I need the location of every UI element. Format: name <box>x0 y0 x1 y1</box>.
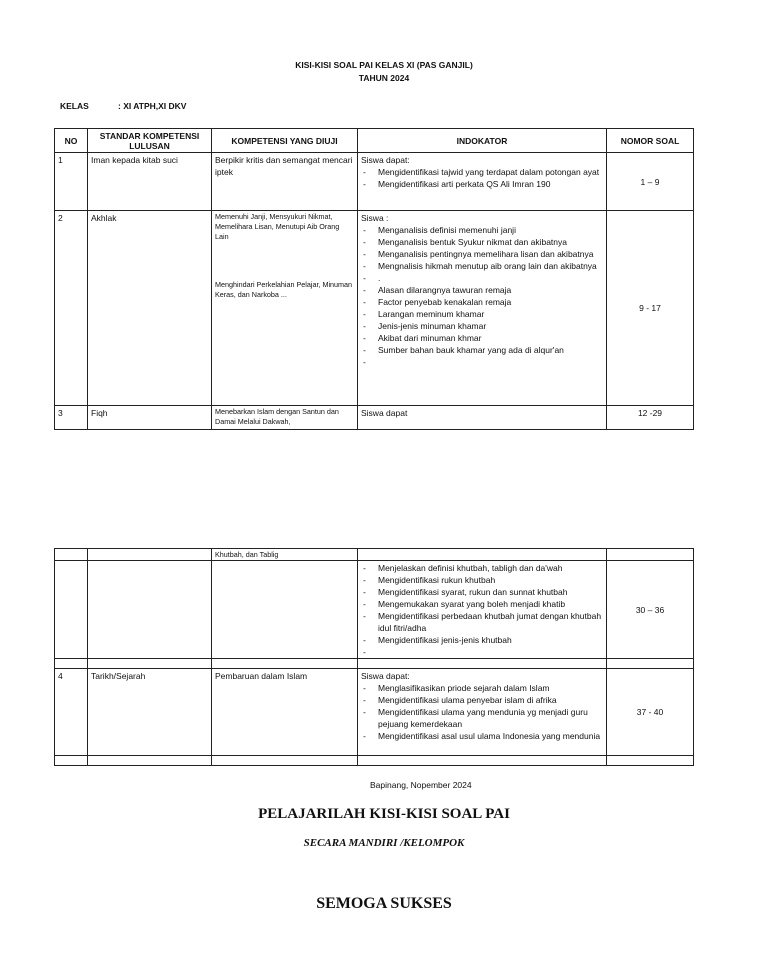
kompetensi-part-1: Memenuhi Janji, Mensyukuri Nikmat, Memelihara Lisan, Menutupi Aib Orang Lain <box>215 212 340 241</box>
row-no: 1 <box>55 153 88 211</box>
row-skl: Tarikh/Sejarah <box>88 669 212 756</box>
row-nomor-soal: 12 -29 <box>607 406 694 430</box>
row-nomor-soal: 30 – 36 <box>607 561 694 659</box>
list-item: - Akibat dari minuman khmar <box>361 332 603 344</box>
table-row <box>55 756 694 766</box>
list-item: - Menglasifikasikan priode sejarah dalam Islam <box>361 682 603 694</box>
row-indikator <box>358 153 607 211</box>
list-item: - Menganalisis pentingnya memelihara lisan dan akibatnya <box>361 248 603 260</box>
row-kompetensi: Berpikir kritis dan semangat mencari iptek <box>212 153 358 211</box>
document-title: KISI-KISI SOAL PAI KELAS XI (PAS GANJIL) <box>295 60 473 70</box>
header-no: NO <box>55 129 88 153</box>
list-item: - . <box>361 272 603 284</box>
table-row <box>55 549 694 561</box>
table-header-row <box>55 129 694 153</box>
list-item: - Mengidentifikasi arti perkata QS Ali Imran 190 <box>361 178 603 190</box>
indikator-list <box>361 562 603 646</box>
kisi-kisi-table-continued <box>54 548 694 766</box>
list-item: - Mengidentifikasi asal usul ulama Indonesia yang mendunia <box>361 730 603 742</box>
row-nomor-soal: 37 - 40 <box>607 669 694 756</box>
list-item: - Mengidentifikasi tajwid yang terdapat dalam potongan ayat <box>361 166 603 178</box>
row-nomor-soal: 1 – 9 <box>607 153 694 211</box>
table-row <box>55 561 694 659</box>
row-kompetensi <box>212 211 358 406</box>
kelas-label: KELAS <box>60 101 89 111</box>
indikator-list <box>361 166 603 190</box>
document-year: TAHUN 2024 <box>358 73 410 83</box>
list-item: - Alasan dilarangnya tawuran remaja <box>361 284 603 296</box>
kelas-value: : XI ATPH,XI DKV <box>118 101 187 111</box>
footer-heading: PELAJARILAH KISI-KISI SOAL PAI <box>258 806 510 822</box>
list-item: - Menjelaskan definisi khutbah, tabligh dan da'wah <box>361 562 603 574</box>
indikator-intro: Siswa dapat: <box>361 671 410 681</box>
row-indikator: Siswa dapat <box>358 406 607 430</box>
list-item: - Sumber bahan bauk khamar yang ada di alqur'an <box>361 344 603 356</box>
row-indikator <box>358 561 607 659</box>
list-item: - Menganalisis definisi memenuhi janji <box>361 224 603 236</box>
list-item: - Mengidentifikasi perbedaan khutbah jumat dengan khutbah idul fitri/adha <box>361 610 603 634</box>
kompetensi-part-2: Menghindari Perkelahian Pelajar, Minuman Keras, dan Narkoba ... <box>215 280 353 299</box>
indikator-intro: Siswa dapat: <box>361 155 410 165</box>
list-item: - Mengidentifikasi rukun khutbah <box>361 574 603 586</box>
list-item: - Mengnalisis hikmah menutup aib orang lain dan akibatnya <box>361 260 603 272</box>
row-skl: Akhlak <box>88 211 212 406</box>
list-item: - Mengidentifikasi syarat, rukun dan sunnat khutbah <box>361 586 603 598</box>
row-no: 2 <box>55 211 88 406</box>
row-nomor-soal: 9 - 17 <box>607 211 694 406</box>
list-item: - Menganalisis bentuk Syukur nikmat dan akibatnya <box>361 236 603 248</box>
list-item: - Mengidentifikasi ulama yang mendunia yg menjadi guru pejuang kemerdekaan <box>361 706 603 730</box>
row-indikator <box>358 211 607 406</box>
footer-closing: SEMOGA SUKSES <box>316 895 452 912</box>
row-skl: Fiqh <box>88 406 212 430</box>
header-skl: STANDAR KOMPETENSI LULUSAN <box>88 129 212 153</box>
list-item: - Mengidentifikasi ulama penyebar islam di afrika <box>361 694 603 706</box>
row-indikator <box>358 669 607 756</box>
indikator-list <box>361 682 603 742</box>
list-item: - Larangan meminum khamar <box>361 308 603 320</box>
header-nomor-soal: NOMOR SOAL <box>607 129 694 153</box>
list-item: - Mengemukakan syarat yang boleh menjadi khatib <box>361 598 603 610</box>
row-no: 3 <box>55 406 88 430</box>
list-item: - Mengidentifikasi jenis-jenis khutbah <box>361 634 603 646</box>
place-date: Bapinang, Nopember 2024 <box>370 780 472 790</box>
header-indikator: INDOKATOR <box>358 129 607 153</box>
table-row <box>55 406 694 430</box>
row-no: 4 <box>55 669 88 756</box>
table-row <box>55 211 694 406</box>
row-kompetensi: Menebarkan Islam dengan Santun dan Damai Melalui Dakwah, <box>212 406 358 430</box>
kisi-kisi-table <box>54 128 694 430</box>
table-row <box>55 153 694 211</box>
table-row <box>55 669 694 756</box>
indikator-list <box>361 224 603 356</box>
list-item: - Factor penyebab kenakalan remaja <box>361 296 603 308</box>
row-skl: Iman kepada kitab suci <box>88 153 212 211</box>
list-item: - Jenis-jenis minuman khamar <box>361 320 603 332</box>
row-kompetensi: Pembaruan dalam Islam <box>212 669 358 756</box>
header-kompetensi: KOMPETENSI YANG DIUJI <box>212 129 358 153</box>
table-row <box>55 659 694 669</box>
row-kompetensi-continued: Khutbah, dan Tablig <box>212 549 358 561</box>
indikator-intro: Siswa : <box>361 213 389 223</box>
footer-subheading: SECARA MANDIRI /KELOMPOK <box>303 837 465 849</box>
